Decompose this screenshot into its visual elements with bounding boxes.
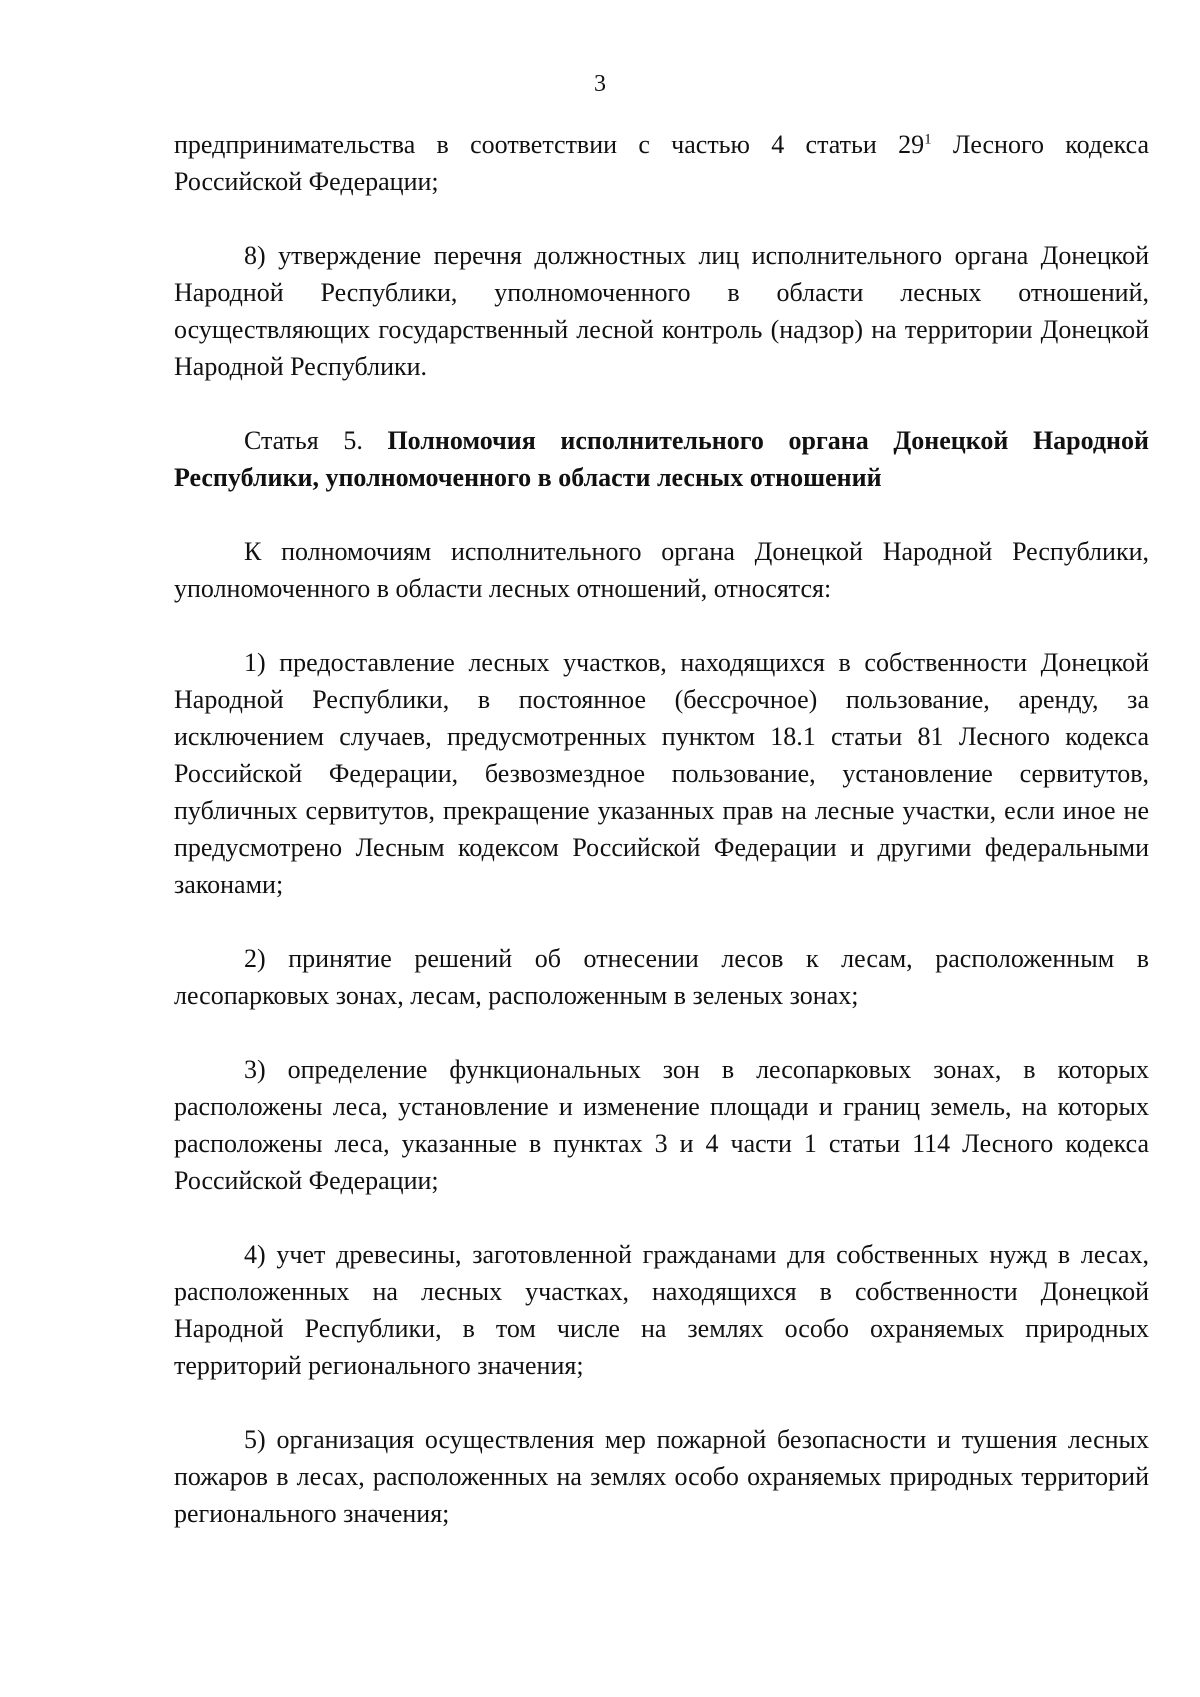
page-number: 3 (594, 71, 606, 97)
paragraph-text: предпринимательства в соответствии с частью 4 статьи 29 (174, 130, 925, 159)
article-title: Полномочия исполнительного органа Донецкой Народной Республики, уполномоченного в области лесных отношений (174, 426, 1149, 492)
list-item-2: 2) принятие решений об отнесении лесов к лесам, расположенным в лесопарковых зонах, лесам, расположенным в зеленых зонах; (174, 944, 1149, 1010)
list-item-1: 1) предоставление лесных участков, находящихся в собственности Донецкой Народной Республики, в постоянное (бессрочное) пользование, аренду, за исключением случаев, предусмотренных пунктом 18.1 статьи 81 Лесного кодекса Российской Федерации, безвозмездное пользование, установление сервитутов, публичных сервитутов, прекращение указанных прав на лесные участки, если иное не предусмотрено Лесным кодексом Российской Федерации и другими федеральными законами; (174, 648, 1149, 899)
document-body (174, 126, 1149, 1569)
list-item-3: 3) определение функциональных зон в лесопарковых зонах, в которых расположены леса, установление и изменение площади и границ земель, на которых расположены леса, указанные в пунктах 3 и 4 части 1 статьи 114 Лесного кодекса Российской Федерации; (174, 1055, 1149, 1195)
paragraph-continuation (174, 126, 1149, 200)
superscript: 1 (924, 131, 932, 148)
paragraph-text: Лесного кодекса Российской Федерации; (174, 130, 1149, 196)
list-item-5: 5) организация осуществления мер пожарной безопасности и тушения лесных пожаров в лесах, расположенных на землях особо охраняемых природных территорий регионального значения; (174, 1425, 1149, 1528)
article-intro: К полномочиям исполнительного органа Донецкой Народной Республики, уполномоченного в области лесных отношений, относятся: (174, 537, 1149, 603)
article-number: Статья 5. (244, 426, 388, 455)
list-item-8: 8) утверждение перечня должностных лиц исполнительного органа Донецкой Народной Республики, уполномоченного в области лесных отношений, осуществляющих государственный лесной контроль (надзор) на территории Донецкой Народной Республики. (174, 241, 1149, 381)
list-item-4: 4) учет древесины, заготовленной гражданами для собственных нужд в лесах, расположенных на лесных участках, находящихся в собственности Донецкой Народной Республики, в том числе на землях особо охраняемых природных территорий регионального значения; (174, 1240, 1149, 1380)
article-heading (174, 422, 1149, 496)
